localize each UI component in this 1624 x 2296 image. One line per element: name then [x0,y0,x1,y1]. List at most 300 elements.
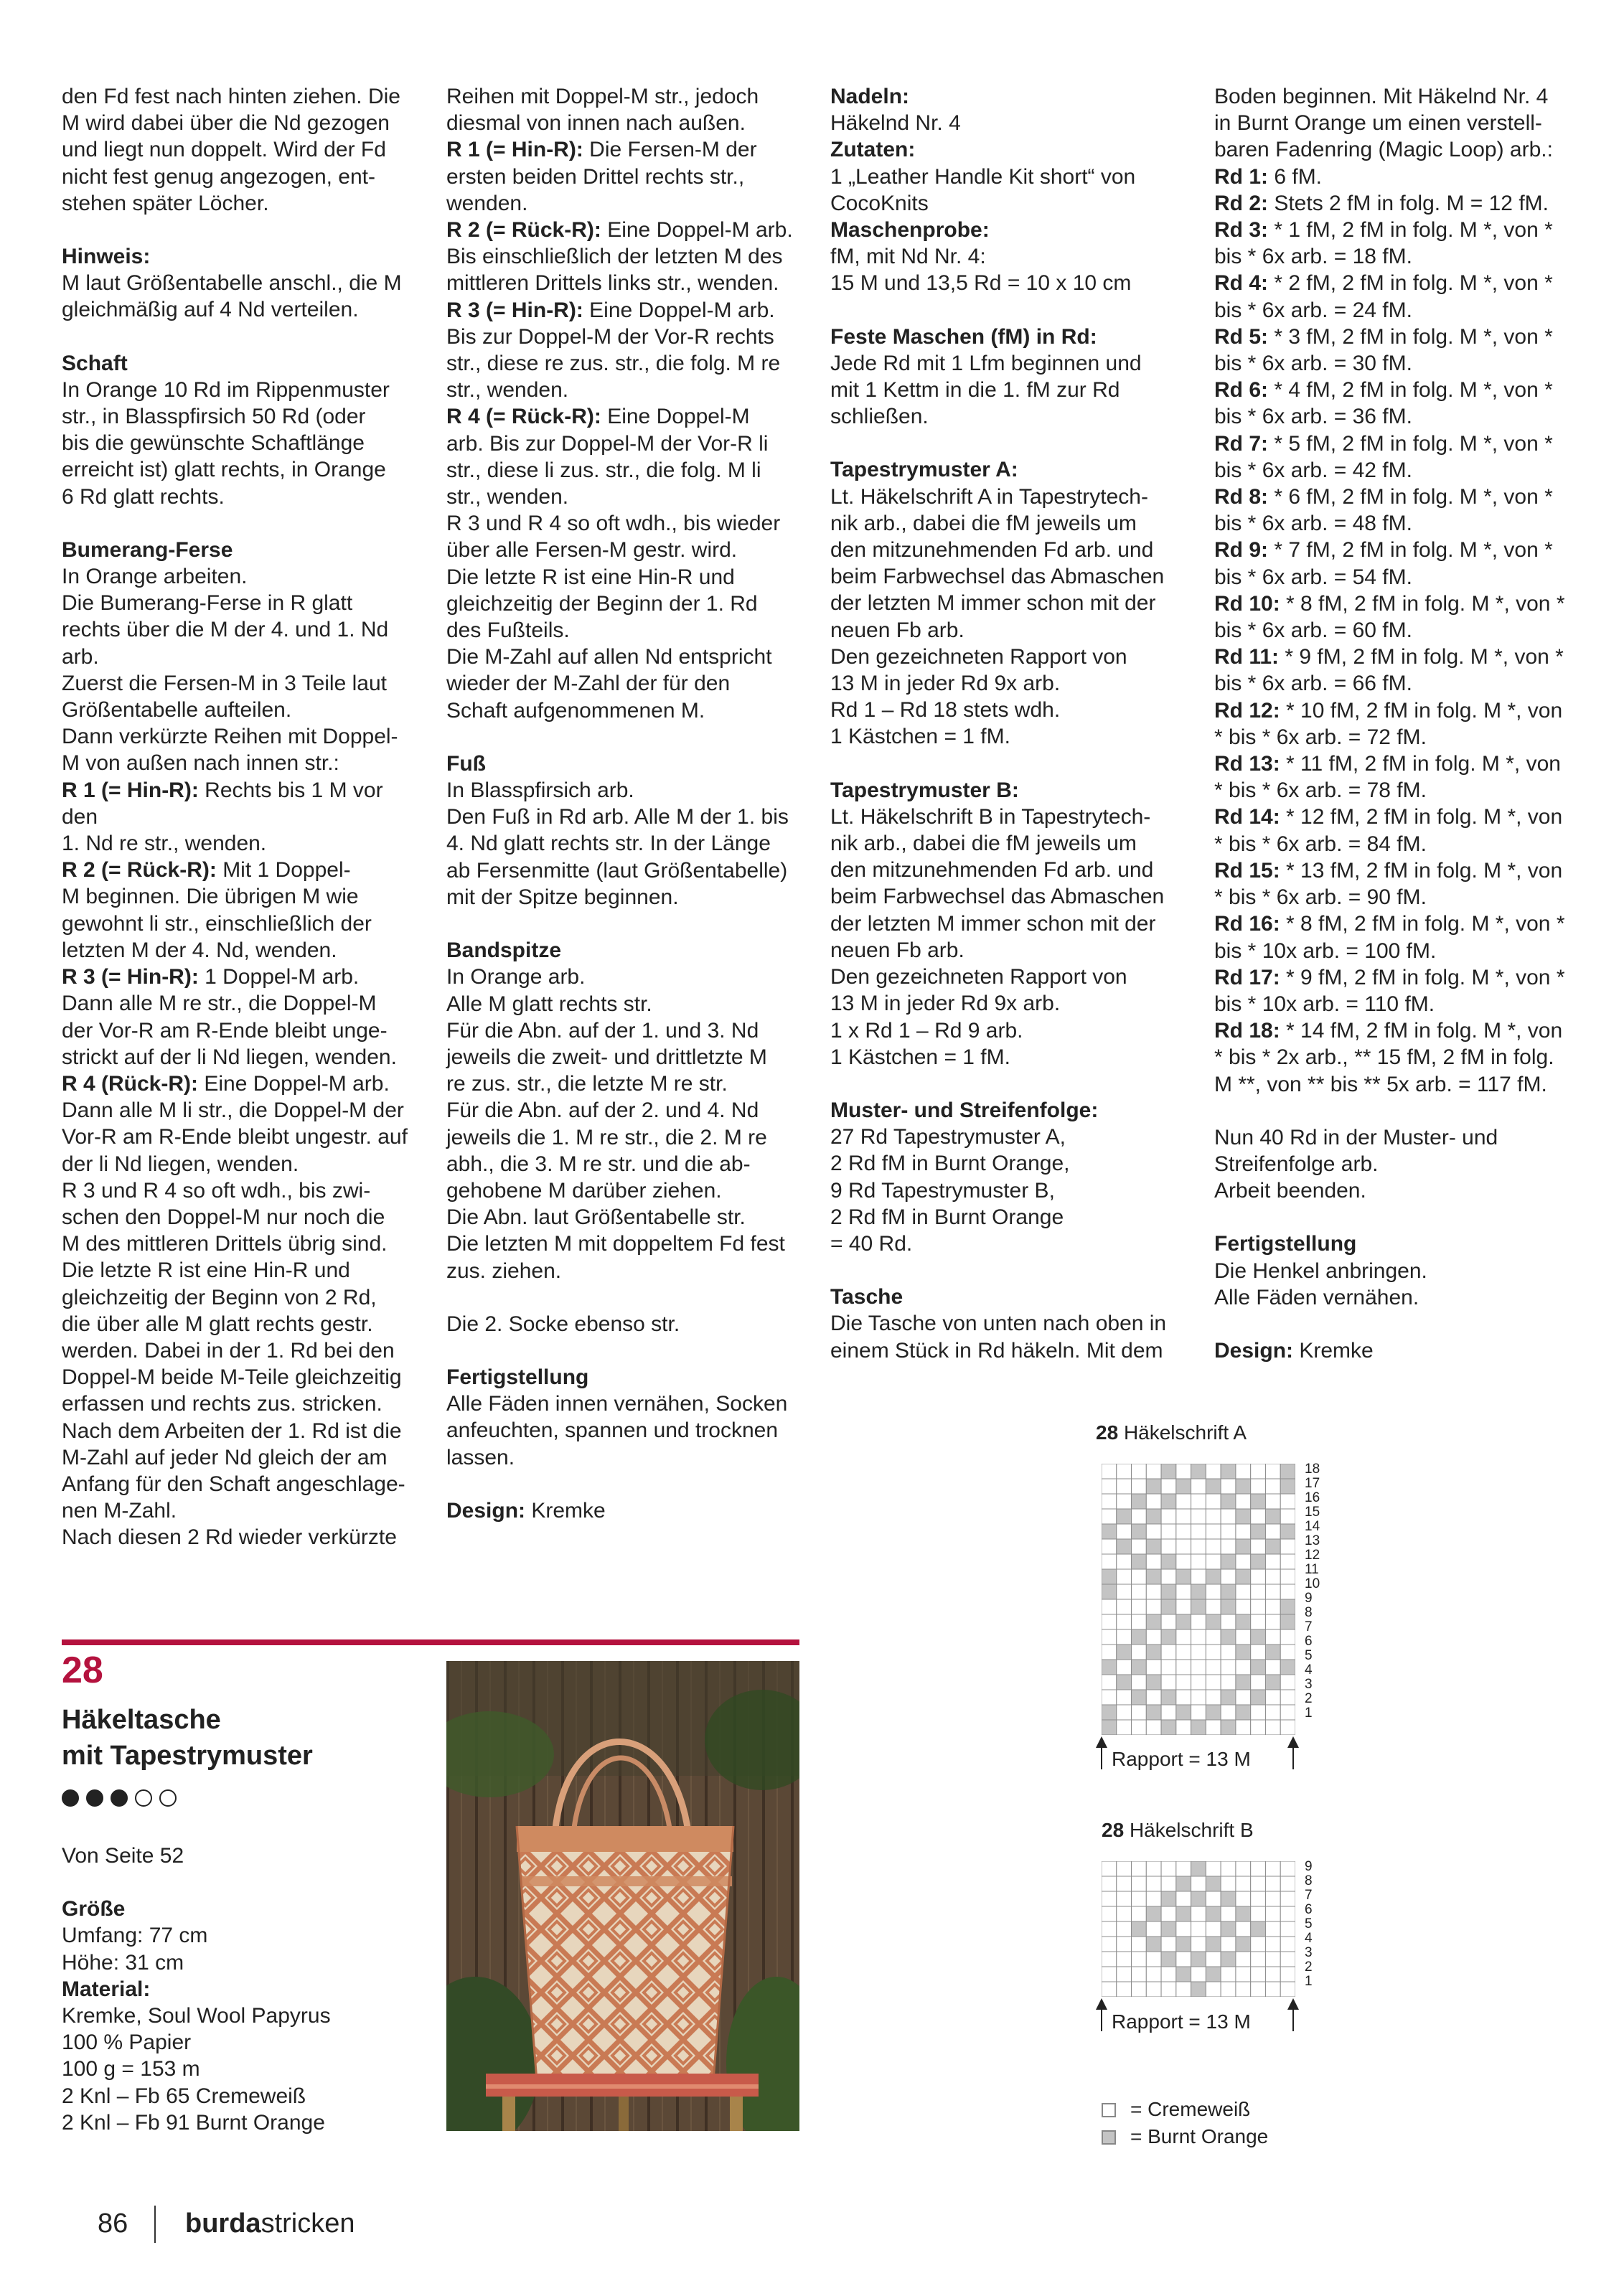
row-number: 14 [1305,1519,1320,1534]
instruction-line [446,403,805,430]
instruction-line [1214,591,1573,617]
body-text: bis * 10x arb. = 110 fM. [1214,992,1435,1016]
chart-cell [1221,1937,1236,1952]
chart-cell [1251,1524,1266,1539]
chart-cell [1221,1584,1236,1599]
row-number: 7 [1305,1619,1313,1634]
chart-cell [1176,1494,1191,1509]
body-text: Lt. Häkelschrift B in Tapestrytech- nik arb., dabei die fM jeweils um den mitzunehmenden Fd arb. und beim Farbwechsel das Abmaschen der letzten M immer schon mit der neuen Fb arb. Den gezeichneten Rapport von 13 M in jeder Rd 9x arb. 1 x Rd 1 – Rd 9 arb. 1 Kästchen = 1 fM. [830,804,1165,1069]
chart-cell [1221,1524,1236,1539]
chart-cell [1102,1982,1117,1997]
chart-cell [1206,1479,1221,1494]
instruction-text: * 4 fM, 2 fM in folg. M *, von * [1268,378,1553,403]
chart-a-number: 28 [1096,1421,1119,1444]
chart-cell [1236,1690,1251,1705]
chart-cell [1146,1705,1161,1720]
body-text: bis * 6x arb. = 48 fM. [1214,512,1412,536]
chart-cell [1161,1876,1176,1891]
chart-cell [1236,1876,1251,1891]
instruction-label: Rd 5: [1214,324,1268,349]
text-column-2 [446,83,805,1524]
chart-b-number: 28 [1102,1819,1125,1841]
instruction-text: * 5 fM, 2 fM in folg. M *, von * [1268,431,1553,456]
instruction-text: Eine Doppel-M arb. [583,298,775,322]
chart-cell [1221,1494,1236,1509]
chart-cell [1161,1982,1176,1997]
instruction-text: * 6 fM, 2 fM in folg. M *, von * [1268,485,1553,509]
chart-cell [1176,1861,1191,1876]
chart-cell [1251,1876,1266,1891]
chart-cell [1191,1464,1206,1479]
instruction-label: Rd 8: [1214,485,1268,509]
chart-b-title [1102,1819,1254,1842]
chart-cell [1117,1614,1132,1629]
chart-cell [1132,1720,1147,1735]
section-heading: Muster- und Streifenfolge: [830,1098,1099,1122]
chart-cell [1132,1982,1147,1997]
chart-cell [1280,1494,1295,1509]
chart-cell [1102,1891,1117,1906]
instruction-label: Rd 3: [1214,218,1268,243]
project-title-line-2: mit Tapestrymuster [62,1741,313,1771]
chart-cell [1221,1982,1236,1997]
section-heading: Tasche [830,1285,903,1309]
chart-cell [1206,1509,1221,1524]
instruction-text: * 9 fM, 2 fM in folg. M *, von * [1280,965,1565,989]
body-text: In Orange arbeiten. Die Bumerang-Ferse in R glatt rechts über die M der 4. und 1. Nd arb. Zuerst die Fersen-M in 3 Teile laut Größentabelle aufteilen. Dann verkürzte Reihen mit Doppel- M von außen nach innen str.: [62,565,398,776]
instruction-line [62,857,421,883]
body-text: Häkelnd Nr. 4 [830,111,961,136]
instruction-line [1214,964,1573,991]
chart-cell [1117,1720,1132,1735]
chart-cell [1161,1906,1176,1921]
instruction-text: * 1 fM, 2 fM in folg. M *, von * [1268,218,1553,243]
section-heading: Bandspitze [446,938,562,963]
chart-cell [1265,1921,1280,1937]
body-text: Alle Fäden innen vernähen, Socken anfeuchten, spannen und trocknen lassen. [446,1392,788,1469]
row-number: 13 [1305,1533,1320,1548]
row-number: 2 [1305,1959,1313,1975]
height: Höhe: 31 cm [62,1950,184,1975]
chart-cell [1280,1660,1295,1675]
chart-cell [1236,1967,1251,1982]
text-column-1 [62,83,421,1551]
chart-a-label: Häkelschrift A [1123,1421,1247,1444]
body-text: bis * 6x arb. = 60 fM. [1214,618,1412,643]
chart-cell [1251,1705,1266,1720]
instruction-text: * 7 fM, 2 fM in folg. M *, von * [1268,538,1553,563]
chart-cell [1176,1967,1191,1982]
body-text: * bis * 6x arb. = 72 fM. [1214,725,1427,749]
chart-cell [1280,1509,1295,1524]
instruction-text: Eine Doppel-M arb. [198,1071,390,1096]
instruction-label: Rd 1: [1214,164,1268,189]
row-number: 6 [1305,1634,1313,1649]
chart-cell [1161,1690,1176,1705]
chart-cell [1132,1629,1147,1645]
chart-cell [1236,1479,1251,1494]
chart-cell [1176,1705,1191,1720]
body-text: Die Tasche von unten nach oben in einem Stück in Rd häkeln. Mit dem [830,1312,1167,1363]
section-heading: Fertigstellung [1214,1232,1357,1256]
row-number: 12 [1305,1548,1320,1563]
chart-cell [1102,1539,1117,1554]
chart-cell [1206,1675,1221,1690]
chart-cell [1221,1720,1236,1735]
section-heading: Maschenprobe: [830,218,990,243]
chart-cell [1221,1675,1236,1690]
chart-cell [1206,1569,1221,1584]
chart-cell [1146,1554,1161,1569]
chart-cell [1236,1660,1251,1675]
rapport-a-right-tick [1292,1748,1294,1769]
row-number: 9 [1305,1591,1313,1606]
chart-cell [1176,1584,1191,1599]
chart-b-rapport: Rapport = 13 M [1112,2010,1251,2033]
chart-cell [1146,1584,1161,1599]
chart-cell [1102,1660,1117,1675]
chart-cell [1191,1660,1206,1675]
chart-cell [1102,1584,1117,1599]
instruction-label: Rd 17: [1214,965,1280,989]
chart-cell [1146,1861,1161,1876]
instruction-text: Eine Doppel-M arb. [601,218,793,243]
chart-cell [1132,1876,1147,1891]
chart-cell [1176,1509,1191,1524]
instruction-text: * 12 fM, 2 fM in folg. M *, von [1280,805,1563,829]
chart-cell [1102,1569,1117,1584]
chart-cell [1132,1675,1147,1690]
chart-cell [1280,1614,1295,1629]
paragraph-gap [830,297,1189,324]
chart-cell [1117,1464,1132,1479]
from-page: Von Seite 52 [62,1844,184,1868]
body-text: bis * 6x arb. = 54 fM. [1214,565,1412,589]
instruction-line [1214,270,1573,296]
chart-cell [1102,1509,1117,1524]
chart-cell [1251,1599,1266,1614]
chart-cell [1280,1569,1295,1584]
chart-cell [1102,1705,1117,1720]
body-text: bis * 6x arb. = 66 fM. [1214,672,1412,696]
row-number: 5 [1305,1916,1313,1932]
bag-photo [446,1661,799,2131]
chart-cell [1280,1629,1295,1645]
chart-cell [1161,1539,1176,1554]
chart-cell [1191,1584,1206,1599]
chart-cell [1280,1690,1295,1705]
chart-cell [1251,1982,1266,1997]
chart-cell [1265,1967,1280,1982]
chart-cell [1280,1952,1295,1967]
instruction-text: * 8 fM, 2 fM in folg. M *, von * [1280,591,1565,616]
chart-cell [1176,1660,1191,1675]
body-text: 1 „Leather Handle Kit short“ von CocoKnits [830,164,1136,215]
chart-cell [1265,1690,1280,1705]
chart-cell [1251,1554,1266,1569]
instruction-label: R 1 (= Hin-R): [62,778,199,802]
text-column-4 [1214,83,1573,1364]
chart-cell [1280,1554,1295,1569]
chart-cell [1117,1876,1132,1891]
chart-cell [1132,1569,1147,1584]
instruction-line [1214,164,1573,190]
row-number: 3 [1305,1945,1313,1960]
chart-cell [1117,1554,1132,1569]
chart-cell [1280,1524,1295,1539]
chart-cell [1251,1614,1266,1629]
paragraph-gap [830,430,1189,456]
chart-cell [1146,1921,1161,1937]
instruction-label: R 3 (= Hin-R): [62,965,199,989]
rapport-a-right-arrow-icon [1287,1736,1299,1748]
section-heading: Nadeln: [830,85,910,108]
instruction-label: Rd 15: [1214,858,1280,883]
brand-regular: stricken [261,2208,355,2239]
body-text: Bis zur Doppel-M der Vor-R rechts str., diese re zus. str., die folg. M re str., wenden. [446,324,781,403]
chart-b-row-numbers [1305,1860,1313,1989]
chart-cell [1102,1921,1117,1937]
magazine-brand [185,2208,355,2239]
paragraph-gap [446,911,805,937]
page-number: 86 [98,2208,128,2239]
chart-cell [1132,1479,1147,1494]
paragraph-gap [446,1471,805,1497]
chart-cell [1102,1861,1117,1876]
chart-cell [1161,1891,1176,1906]
chart-cell [1117,1690,1132,1705]
chart-cell [1176,1876,1191,1891]
chart-cell [1265,1876,1280,1891]
instruction-line [1214,644,1573,670]
instruction-text: Die Fersen-M der [583,138,757,162]
paragraph-gap [62,324,421,350]
instruction-text: * 14 fM, 2 fM in folg. M *, von [1280,1019,1563,1043]
chart-cell [1280,1464,1295,1479]
chart-cell [1265,1660,1280,1675]
chart-cell [1191,1861,1206,1876]
chart-cell [1206,1705,1221,1720]
instruction-text: Kremke [525,1498,606,1523]
chart-cell [1102,1599,1117,1614]
chart-cell [1146,1967,1161,1982]
chart-cell [1176,1675,1191,1690]
body-text: ersten beiden Drittel rechts str., wenden. [446,164,745,215]
paragraph-gap [830,751,1189,777]
row-number: 17 [1305,1476,1320,1491]
rapport-b-right-arrow-icon [1287,1998,1299,2010]
chart-cell [1221,1645,1236,1660]
chart-cell [1161,1599,1176,1614]
section-divider [62,1639,799,1645]
chart-cell [1161,1861,1176,1876]
body-text: Dann alle M re str., die Doppel-M der Vor-R am R-Ende bleibt unge- strickt auf der li Nd liegen, wenden. [62,992,397,1069]
chart-cell [1102,1906,1117,1921]
body-text: Jede Rd mit 1 Lfm beginnen und mit 1 Kettm in die 1. fM zur Rd schließen. [830,351,1142,429]
chart-cell [1280,1705,1295,1720]
chart-cell [1132,1584,1147,1599]
row-number: 15 [1305,1505,1320,1520]
chart-cell [1132,1509,1147,1524]
chart-cell [1102,1967,1117,1982]
chart-cell [1191,1937,1206,1952]
material-heading: Material: [62,1977,151,2001]
instruction-label: R 2 (= Rück-R): [446,218,601,243]
chart-cell [1236,1509,1251,1524]
chart-cell [1146,1660,1161,1675]
chart-cell [1161,1479,1176,1494]
chart-cell [1265,1891,1280,1906]
chart-cell [1146,1876,1161,1891]
chart-cell [1191,1479,1206,1494]
chart-cell [1206,1464,1221,1479]
rapport-a-left-arrow-icon [1096,1736,1107,1748]
chart-cell [1206,1539,1221,1554]
chart-cell [1251,1584,1266,1599]
row-number: 1 [1305,1974,1313,1989]
chart-cell [1236,1614,1251,1629]
chart-cell [1161,1494,1176,1509]
chart-cell [1206,1524,1221,1539]
chart-cell [1117,1982,1132,1997]
chart-cell [1132,1539,1147,1554]
chart-cell [1117,1937,1132,1952]
instruction-label: Rd 2: [1214,191,1268,215]
chart-cell [1117,1906,1132,1921]
chart-cell [1176,1952,1191,1967]
chart-cell [1146,1599,1161,1614]
chart-cell [1251,1569,1266,1584]
instruction-label: Rd 12: [1214,698,1280,723]
row-number: 8 [1305,1605,1313,1620]
chart-cell [1146,1569,1161,1584]
chart-cell [1161,1952,1176,1967]
rapport-b-right-tick [1292,2010,1294,2031]
chart-cell [1132,1952,1147,1967]
chart-cell [1161,1464,1176,1479]
chart-cell [1176,1629,1191,1645]
chart-cell [1146,1494,1161,1509]
chart-cell [1221,1876,1236,1891]
instruction-line [446,297,805,324]
chart-cell [1176,1690,1191,1705]
chart-cell [1102,1524,1117,1539]
chart-cell [1176,1554,1191,1569]
chart-cell [1146,1614,1161,1629]
paragraph-gap [446,724,805,751]
chart-cell [1280,1921,1295,1937]
chart-cell [1206,1614,1221,1629]
chart-cell [1265,1705,1280,1720]
body-text: Nun 40 Rd in der Muster- und Streifenfolge arb. Arbeit beenden. [1214,1125,1498,1203]
instruction-label: Rd 6: [1214,378,1268,403]
body-text: In Blasspfirsich arb. Den Fuß in Rd arb. Alle M der 1. bis 4. Nd glatt rechts str. In der Länge ab Fersenmitte (laut Größentabelle) mit der Spitze beginnen. [446,778,789,909]
instruction-line [62,777,421,830]
material-line: 100 g = 153 m [62,2057,200,2081]
chart-cell [1236,1554,1251,1569]
chart-cell [1280,1937,1295,1952]
chart-cell [1146,1906,1161,1921]
chart-cell [1236,1599,1251,1614]
row-number: 10 [1305,1576,1320,1591]
legend-cream-label: = Cremeweiß [1130,2098,1251,2120]
chart-cell [1251,1494,1266,1509]
chart-cell [1236,1645,1251,1660]
chart-cell [1236,1937,1251,1952]
instruction-line [1214,1017,1573,1044]
chart-cell [1191,1967,1206,1982]
chart-cell [1191,1645,1206,1660]
instruction-line [446,217,805,243]
instruction-text: * 11 fM, 2 fM in folg. M *, von [1280,752,1561,776]
footer-separator [154,2206,156,2243]
chart-cell [1146,1645,1161,1660]
row-number: 4 [1305,1931,1313,1946]
chart-cell [1280,1645,1295,1660]
chart-cell [1191,1891,1206,1906]
chart-cell [1132,1937,1147,1952]
chart-cell [1102,1494,1117,1509]
chart-cell [1117,1645,1132,1660]
body-text: Bis einschließlich der letzten M des mittleren Drittels links str., wenden. [446,245,783,296]
chart-cell [1191,1982,1206,1997]
chart-cell [1236,1952,1251,1967]
chart-cell [1221,1509,1236,1524]
empty-dot-icon [135,1789,152,1807]
chart-cell [1251,1675,1266,1690]
chart-cell [1265,1614,1280,1629]
instruction-text: Mit 1 Doppel- [216,858,351,883]
body-text: M laut Größentabelle anschl., die M gleichmäßig auf 4 Nd verteilen. [62,271,402,322]
chart-cell [1132,1494,1147,1509]
instruction-label: Rd 10: [1214,591,1280,616]
chart-cell [1161,1645,1176,1660]
chart-cell [1176,1524,1191,1539]
chart-cell [1251,1861,1266,1876]
chart-cell [1161,1614,1176,1629]
rapport-b-left-arrow-icon [1096,1998,1107,2010]
chart-cell [1265,1509,1280,1524]
instruction-line [1214,190,1573,217]
material-line: 2 Knl – Fb 65 Cremeweiß [62,2084,306,2108]
body-text: Die Henkel anbringen. Alle Fäden vernähen. [1214,1258,1427,1309]
chart-cell [1265,1554,1280,1569]
chart-cell [1117,1509,1132,1524]
chart-cell [1206,1861,1221,1876]
chart-a-title [1096,1421,1247,1444]
chart-cell [1251,1937,1266,1952]
instruction-text: * 9 fM, 2 fM in folg. M *, von * [1279,645,1564,669]
chart-cell [1102,1479,1117,1494]
chart-cell [1206,1494,1221,1509]
paragraph-gap [1214,1311,1573,1337]
chart-cell [1117,1967,1132,1982]
instruction-line [1214,537,1573,563]
chart-cell [1161,1509,1176,1524]
chart-a-grid [1102,1464,1295,1735]
instruction-label: Design: [446,1498,526,1523]
chart-cell [1206,1720,1221,1735]
chart-b-grid [1102,1861,1295,1997]
paragraph-gap [446,1284,805,1311]
chart-cell [1191,1524,1206,1539]
paragraph-gap [62,217,421,243]
size-heading: Größe [62,1897,126,1921]
empty-dot-icon [159,1789,177,1807]
chart-cell [1221,1660,1236,1675]
row-number: 3 [1305,1677,1313,1692]
chart-cell [1117,1891,1132,1906]
